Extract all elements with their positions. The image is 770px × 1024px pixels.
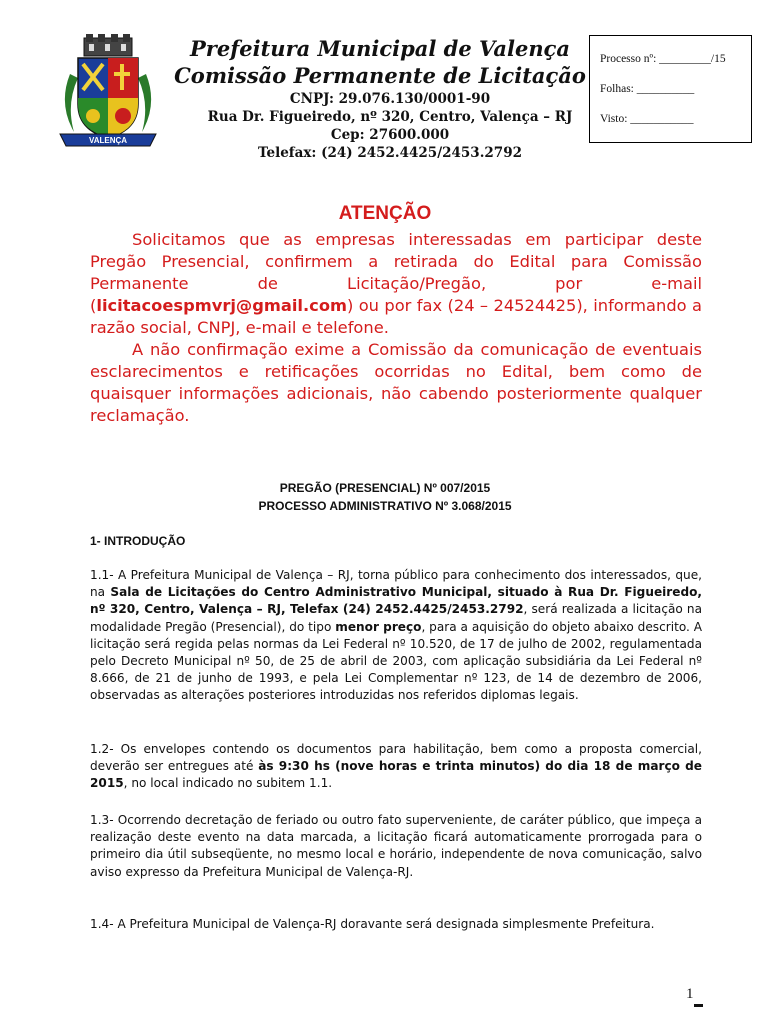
header-cep: Cep: 27600.000 [330,127,450,143]
p12-text-c: , no local indicado no subitem 1.1. [123,776,333,791]
header-address: Rua Dr. Figueiredo, nº 320, Centro, Valença – RJ [207,109,573,125]
attention-body [90,229,702,427]
attention-p1-text-end: ) ou por fax (24 – 24524425), informando a razão social, CNPJ, e-mail e telefone. [90,296,702,337]
p11-tipo: menor preço [335,619,422,634]
attention-title: ATENÇÃO [338,203,432,224]
p11-text-e: , para a aquisição do objeto abaixo descrito. A licitação será regida pelas normas da Lei Federal nº 10.520, de 17 de julho de 2002, regulamentada pelo Decreto Municipal nº 50, de 25 de abril de 2003, com aplicação subsidiária da Lei Federal nº 8.666, de 21 de junho de 1993, e pela Lei Complementar nº 123, de 14 de dezembro de 2006, observadas as alterações posteriores introduzidas nos referidos diplomas legais. [90,619,703,703]
paragraph-1-3: 1.3- Ocorrendo decretação de feriado ou outro fato superveniente, de caráter público, que impeça a realização deste evento na data marcada, a licitação ficará automaticamente prorrogada para o primeiro dia útil subseqüente, no mesmo local e horário, independente de nova comunicação, salvo aviso expresso da Prefeitura Municipal de Valença-RJ. [90,813,702,879]
crest-ribbon-text: VALENÇA [88,136,128,145]
page-number: 1 [686,986,694,1002]
process-number-field: Processo nº: _________/15 [600,53,726,65]
paragraph-1-4: 1.4- A Prefeitura Municipal de Valença-RJ doravante será designada simplesmente Prefeitura. [90,917,655,931]
p11-location: Sala de Licitações do Centro Administrativo Municipal, situado à Rua Dr. Figueiredo, nº 320, Centro, Valença – RJ, Telefax (24) 2452.4425/2453.2792 [90,585,703,617]
paragraph-1-1 [90,567,702,705]
sheets-field: Folhas: __________ [600,83,695,95]
attention-paragraph-1 [90,229,702,339]
visto-field: Visto: ___________ [600,113,694,125]
processo-title: PROCESSO ADMINISTRATIVO Nº 3.068/2015 [258,499,512,513]
header-telefax: Telefax: (24) 2452.4425/2453.2792 [258,145,522,161]
attention-p1-text-start: Solicitamos que as empresas interessadas em participar deste Pregão Presencial, confirmem a retirada do Edital para Comissão Permanente de Licitação/Pregão, por e-mail ( [90,230,702,315]
page-number-underline [694,1004,703,1007]
p12-text-a: 1.2- Os envelopes contendo os documentos para habilitação, bem como a proposta comercial, deverão ser entregues até [90,742,702,774]
p11-text-a: 1.1- A Prefeitura Municipal de Valença – RJ, torna público para conhecimento dos interessados, que, na [90,568,702,600]
header-title-line1: Prefeitura Municipal de Valença [190,36,570,61]
pregao-title: PREGÃO (PRESENCIAL) Nº 007/2015 [279,481,491,495]
valenca-coat-of-arms-logo [56,34,160,150]
header-title-line2: Comissão Permanente de Licitação [174,63,586,88]
process-box [589,35,752,143]
p12-deadline: às 9:30 hs (nove horas e trinta minutos) do dia 18 de março de 2015 [90,759,702,791]
p11-text-c: , será realizada a licitação na modalidade Pregão (Presencial), do tipo [90,602,702,634]
paragraph-1-2 [90,741,702,793]
header-cnpj: CNPJ: 29.076.130/0001-90 [289,91,491,107]
contact-email: licitacoespmvrj@gmail.com [96,296,347,315]
section-title: 1- INTRODUÇÃO [90,534,186,548]
attention-paragraph-2: A não confirmação exime a Comissão da comunicação de eventuais esclarecimentos e retificações ocorridas no Edital, bem como de quaisquer informações adicionais, não cabendo posteriormente qualquer reclamação. [90,340,702,425]
